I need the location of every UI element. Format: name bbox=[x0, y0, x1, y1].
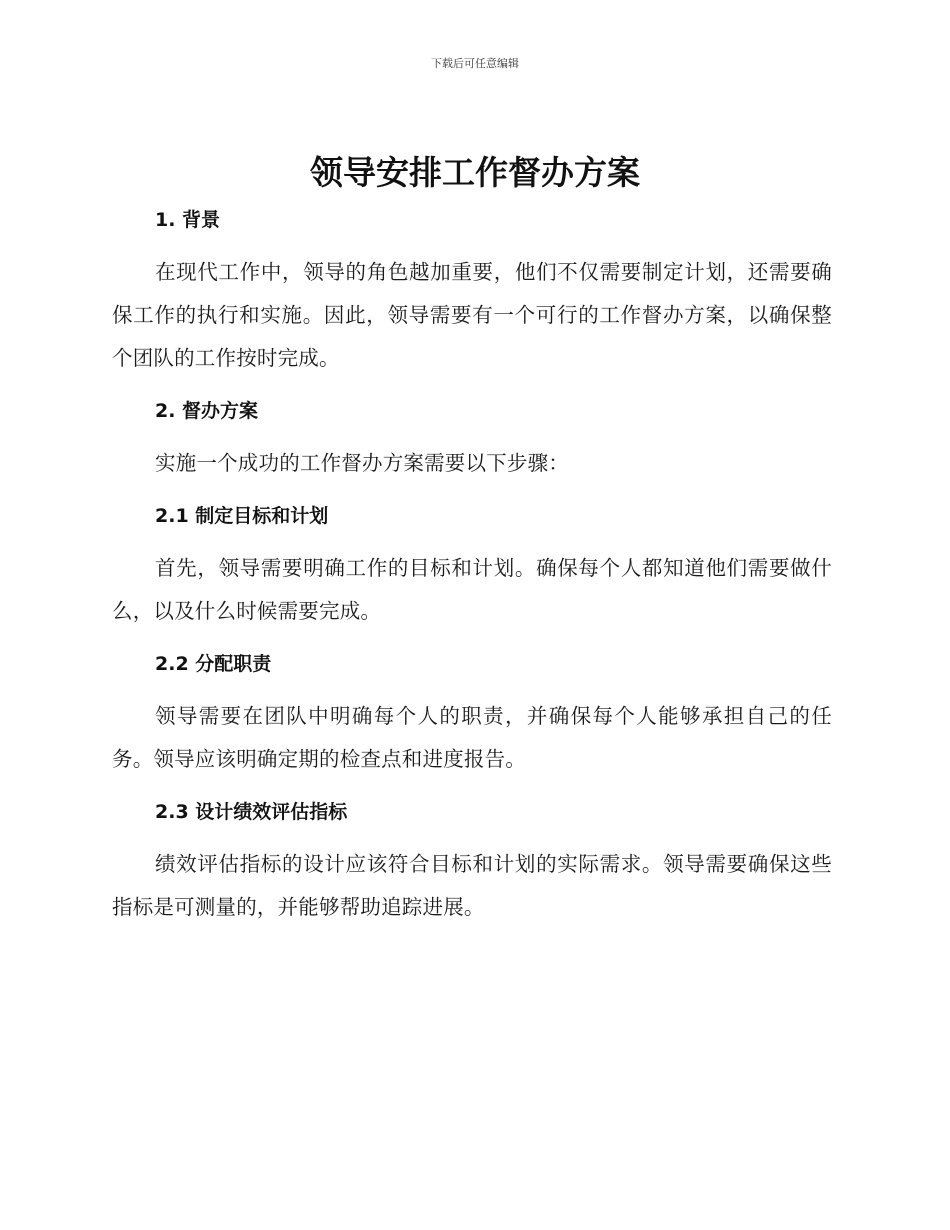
header-note: 下载后可任意编辑 bbox=[431, 57, 519, 70]
section-paragraph-background: 在现代工作中，领导的角色越加重要，他们不仅需要制定计划，还需要确保工作的执行和实施。因此，领导需要有一个可行的工作督办方案，以确保整个团队的工作按时完成。 bbox=[112, 260, 832, 370]
document-body bbox=[112, 198, 832, 929]
section-heading-goals: 2.1 制定目标和计划 bbox=[155, 505, 329, 527]
section-heading-background: 1. 背景 bbox=[155, 209, 221, 231]
section-heading-duties: 2.2 分配职责 bbox=[155, 653, 272, 675]
section-heading-metrics: 2.3 设计绩效评估指标 bbox=[155, 801, 348, 823]
document-title: 领导安排工作督办方案 bbox=[310, 153, 640, 192]
section-paragraph-metrics: 绩效评估指标的设计应该符合目标和计划的实际需求。领导需要确保这些指标是可测量的，并能够帮助追踪进展。 bbox=[112, 852, 832, 919]
section-paragraph-duties: 领导需要在团队中明确每个人的职责，并确保每个人能够承担自己的任务。领导应该明确定期的检查点和进度报告。 bbox=[112, 704, 832, 771]
section-paragraph-plan: 实施一个成功的工作督办方案需要以下步骤： bbox=[155, 451, 569, 475]
section-paragraph-goals: 首先，领导需要明确工作的目标和计划。确保每个人都知道他们需要做什么，以及什么时候需要完成。 bbox=[112, 556, 832, 623]
section-heading-plan: 2. 督办方案 bbox=[155, 400, 259, 422]
